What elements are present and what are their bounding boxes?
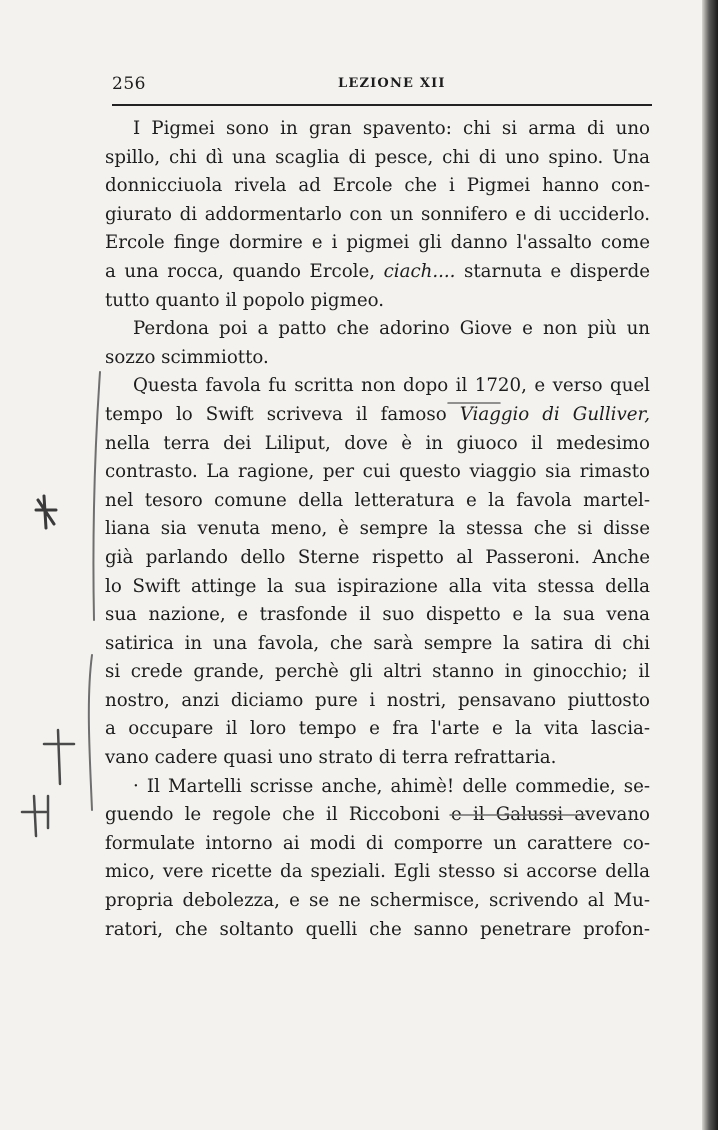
text-line: liana sia venuta meno, è sempre la stessa che si disse [105,518,650,540]
text-line: a occupare il loro tempo e fra l'arte e la vita lascia- [105,718,650,740]
text-line: I Pigmei sono in gran spavento: chi si arma di uno [133,118,650,139]
cross-mark-icon [22,796,48,836]
text-line: lo Swift attinge la sua ispirazione alla vita stessa della [105,575,650,597]
text-line: nella terra dei Liliput, dove è in giuoco il medesimo [105,432,650,454]
text-segment: tempo lo Swift scriveva il famoso [105,403,460,425]
text-line: vano cadere quasi uno strato di terra refrattaria. [105,747,557,769]
text-line: spillo, chi dì una scaglia di pesce, chi di uno spino. Una [105,146,650,168]
page-number: 256 [112,74,146,94]
text-line: Perdona poi a patto che adorino Giove e non più un [133,318,650,340]
text-line: giurato di addormentarlo con un sonnifero e di ucciderlo. [105,203,650,225]
text-line: già parlando dello Sterne rispetto al Passeroni. Anche [105,546,650,568]
running-head: LEZIONE XII [338,76,446,91]
text-line: contrasto. La ragione, per cui questo viaggio sia rimasto [105,461,650,483]
text-line: donnicciuola rivela ad Ercole che i Pigmei hanno con- [105,175,650,197]
italic-title: ciach.... [383,260,456,282]
text-line: guendo le regole che il Riccoboni e il Galussi avevano [105,804,650,826]
text-line: ratori, che soltanto quelli che sanno penetrare profon- [105,918,650,940]
italic-title: Viaggio di Gulliver, [459,403,651,425]
cross-mark-icon [44,730,74,784]
text-line: nostro, anzi diciamo pure i nostri, pensavano piuttosto [105,689,650,711]
text-line: nel tesoro comune della letteratura e la favola martel- [105,489,650,511]
text-line: tutto quanto il popolo pigmeo. [105,289,384,311]
margin-bracket-line [89,655,92,810]
text-line: mico, vere ricette da speziali. Egli stesso si accorse della [105,861,650,883]
text-line: · Il Martelli scrisse anche, ahimè! delle commedie, se- [133,775,650,797]
page-binding-edge [702,0,718,1130]
text-line: sua nazione, e trasfonde il suo dispetto e la sua vena [105,604,650,626]
text-segment: a una rocca, quando Ercole, [105,260,384,282]
cross-mark-icon [36,496,56,528]
text-line: si crede grande, perchè gli altri stanno in ginocchio; il [105,661,650,683]
margin-bracket-line [93,372,100,620]
text-line: Ercole finge dormire e i pigmei gli danno l'assalto come [105,232,650,254]
text-line: propria debolezza, e se ne schermisce, scrivendo al Mu- [105,890,650,912]
text-line: Questa favola fu scritta non dopo il 1720, e verso quel [133,375,650,397]
text-line: sozzo scimmiotto. [105,346,269,368]
text-segment: starnuta e disperde [455,260,651,282]
text-line: satirica in una favola, che sarà sempre la satira di chi [105,632,650,654]
text-line: formulate intorno ai modi di comporre un carattere co- [105,832,650,854]
